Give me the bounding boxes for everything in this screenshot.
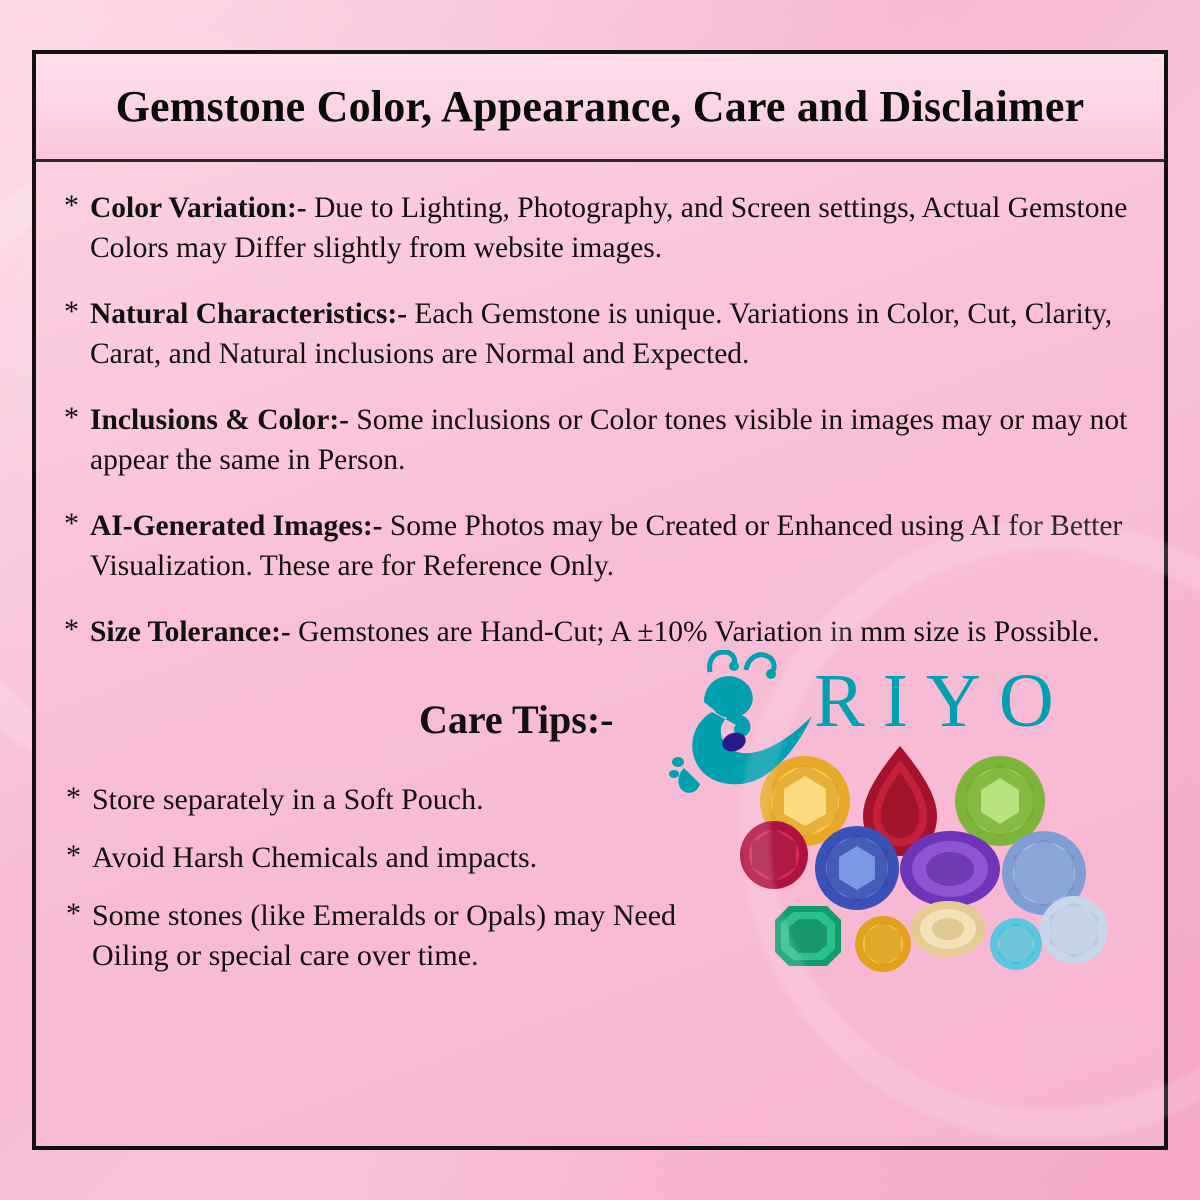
bullet-heading: Size Tolerance:-: [90, 616, 291, 648]
bullet-star-icon: *: [66, 839, 81, 872]
bullet-star-icon: *: [66, 897, 81, 930]
bullet-body: Gemstones are Hand-Cut; A ±10% Variation in mm size is Possible.: [290, 616, 1100, 648]
gem-champagne-oval: [910, 901, 986, 957]
list-item: [64, 294, 1134, 374]
care-tips-list: [64, 780, 1134, 976]
bullet-content: [90, 612, 1134, 652]
gem-white-round: [1040, 896, 1108, 964]
bullet-star-icon: *: [64, 295, 79, 328]
list-item: [66, 838, 1134, 878]
care-item-text: Avoid Harsh Chemicals and impacts.: [92, 841, 538, 874]
bullet-heading: Natural Characteristics:-: [90, 298, 408, 330]
gemstones-illustration: [740, 746, 1160, 976]
care-item-text: Some stones (like Emeralds or Opals) may Need Oiling or special care over time.: [92, 899, 677, 972]
gem-yellow-round: [855, 916, 911, 972]
bullet-heading: AI-Generated Images:-: [90, 510, 383, 542]
bullet-content: [90, 294, 1134, 374]
bullet-star-icon: *: [64, 507, 79, 540]
care-tips-row: [64, 659, 1134, 774]
card-body: [36, 162, 1164, 976]
brand-logo: [664, 650, 1164, 800]
gem-sapphire: [815, 826, 899, 910]
list-item: [66, 896, 1134, 976]
gem-citrine: [760, 756, 850, 846]
bullet-content: [90, 506, 1134, 586]
brand-name: RIYO: [814, 659, 1072, 743]
care-item-text: Store separately in a Soft Pouch.: [92, 783, 484, 816]
bullet-content: [90, 400, 1134, 480]
bullet-body: Some inclusions or Color tones visible in images may or may not appear the same in Person.: [90, 404, 1128, 476]
gemstone-cluster-image: [740, 746, 1160, 976]
bullet-heading: Inclusions & Color:-: [90, 404, 349, 436]
disclaimer-card: [32, 50, 1168, 1150]
gem-aquamarine-round: [1002, 831, 1086, 915]
bullet-body: Due to Lighting, Photography, and Screen settings, Actual Gemstone Colors may Differ slightly from website images.: [90, 192, 1128, 264]
bullet-content: [90, 188, 1134, 268]
list-item: [64, 188, 1134, 268]
bullet-star-icon: *: [66, 781, 81, 814]
bullet-body: Each Gemstone is unique. Variations in Color, Cut, Clarity, Carat, and Natural inclusions are Normal and Expected.: [90, 298, 1113, 370]
list-item: [64, 506, 1134, 586]
peacock-icon: [664, 650, 834, 800]
gem-rhodolite: [740, 821, 808, 889]
page-title: Gemstone Color, Appearance, Care and Disclaimer: [115, 82, 1085, 131]
care-tips-heading: Care Tips:-: [419, 697, 614, 742]
bullet-star-icon: *: [64, 613, 79, 646]
bullet-star-icon: *: [64, 189, 79, 222]
list-item: [64, 612, 1134, 652]
bullet-body: Some Photos may be Created or Enhanced using AI for Better Visualization. These are for Reference Only.: [90, 510, 1123, 582]
gem-garnet-pear: [863, 746, 937, 856]
gem-amethyst: [900, 831, 1000, 907]
gem-blue-topaz: [990, 918, 1042, 970]
list-item: [66, 780, 1134, 820]
title-band: [36, 54, 1164, 162]
gem-peridot: [955, 756, 1045, 846]
bullet-heading: Color Variation:-: [90, 192, 307, 224]
list-item: [64, 400, 1134, 480]
bullet-star-icon: *: [64, 401, 79, 434]
gem-emerald: [775, 906, 841, 966]
